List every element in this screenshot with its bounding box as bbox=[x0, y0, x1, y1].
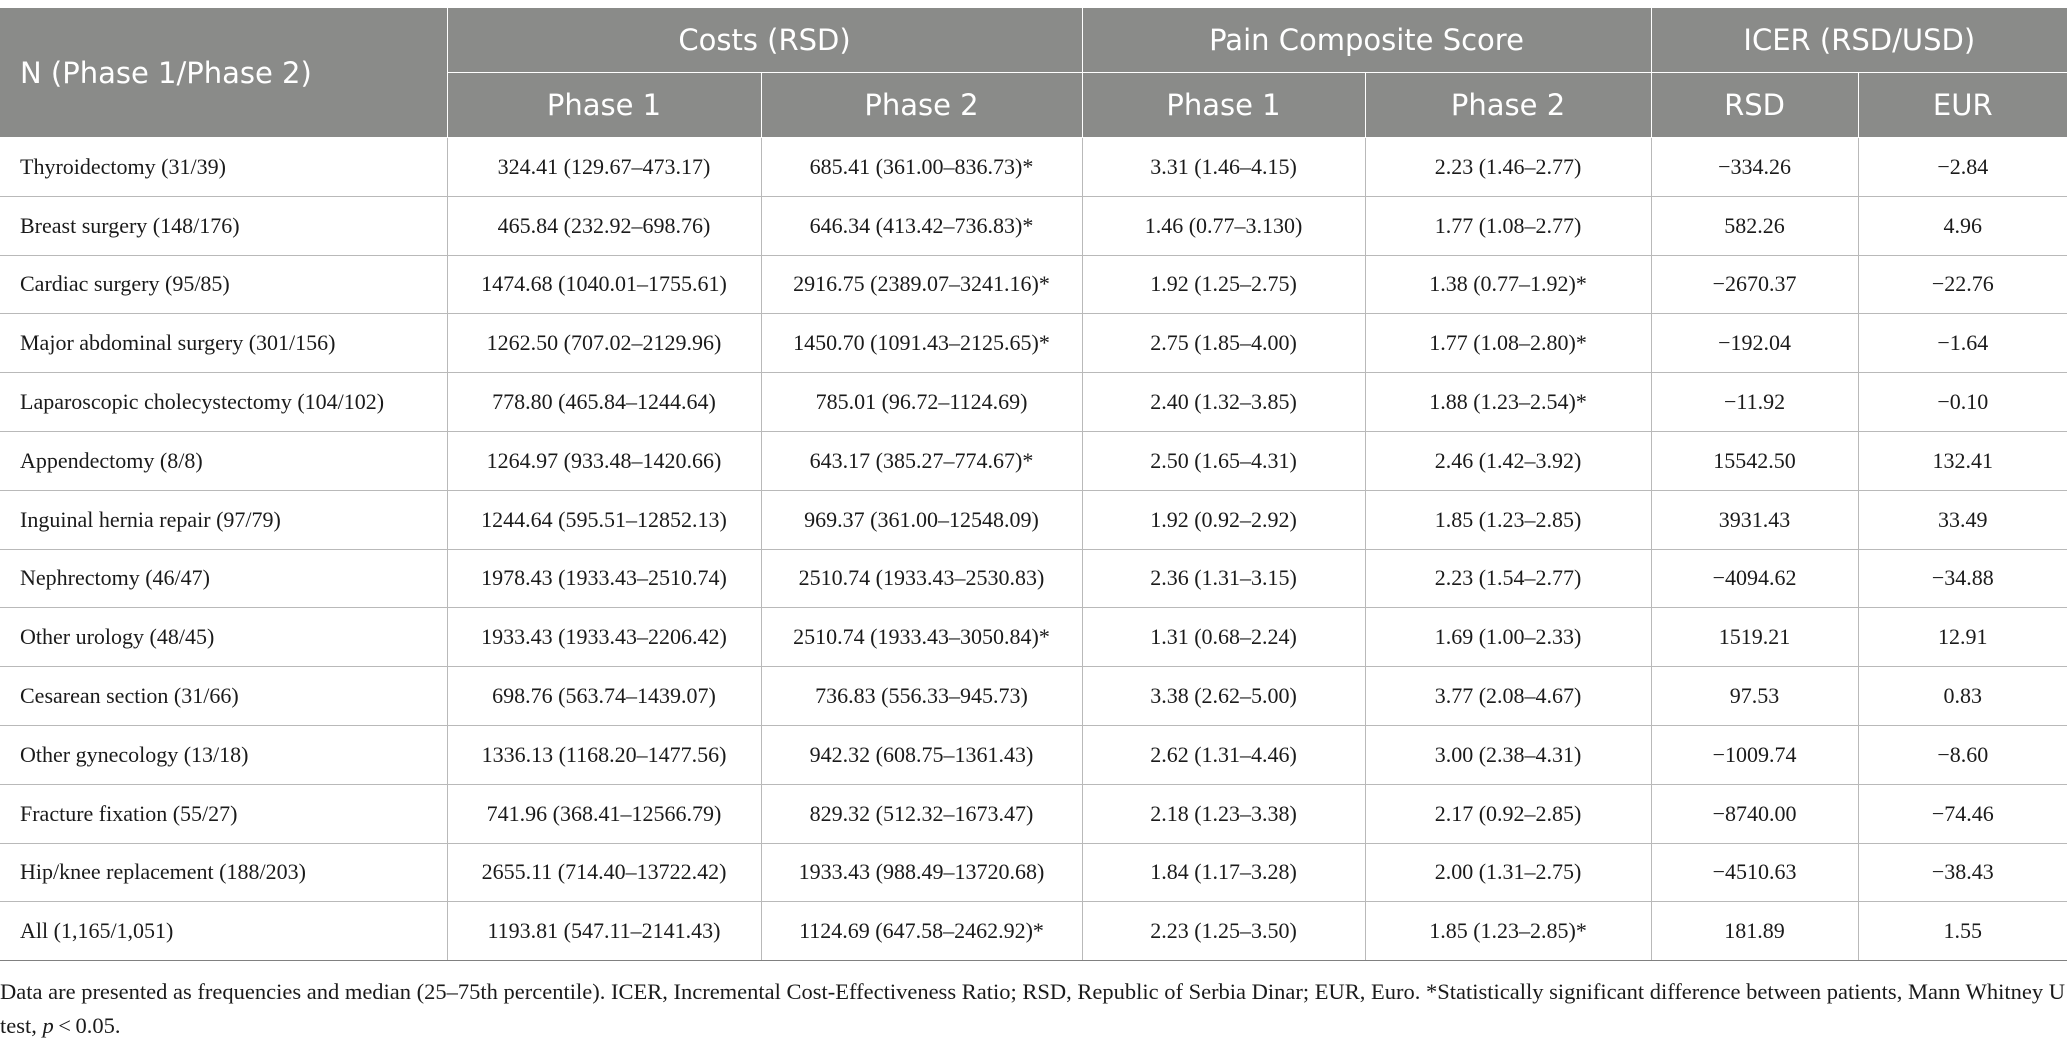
table-body bbox=[0, 138, 2067, 961]
icer-rsd-cell: −1009.74 bbox=[1651, 725, 1858, 784]
cost-phase1-cell: 1262.50 (707.02–2129.96) bbox=[447, 314, 761, 373]
icer-rsd-cell: −2670.37 bbox=[1651, 255, 1858, 314]
row-label: Hip/knee replacement (188/203) bbox=[0, 843, 447, 902]
icer-rsd-cell: 15542.50 bbox=[1651, 431, 1858, 490]
footnote-tail: < 0.05. bbox=[53, 1013, 121, 1038]
table-row bbox=[0, 784, 2067, 843]
pain-phase1-cell: 1.31 (0.68–2.24) bbox=[1082, 608, 1365, 667]
table-row bbox=[0, 431, 2067, 490]
icer-eur-cell: 132.41 bbox=[1858, 431, 2067, 490]
pain-phase2-cell: 1.38 (0.77–1.92)* bbox=[1365, 255, 1651, 314]
pain-phase2-cell: 1.88 (1.23–2.54)* bbox=[1365, 373, 1651, 432]
pain-phase2-cell: 1.85 (1.23–2.85) bbox=[1365, 490, 1651, 549]
row-label: Appendectomy (8/8) bbox=[0, 431, 447, 490]
icer-rsd-cell: 181.89 bbox=[1651, 902, 1858, 961]
costs-phase2-header: Phase 2 bbox=[761, 73, 1082, 138]
cost-phase1-cell: 1978.43 (1933.43–2510.74) bbox=[447, 549, 761, 608]
cost-phase1-cell: 1264.97 (933.48–1420.66) bbox=[447, 431, 761, 490]
cost-phase2-cell: 736.83 (556.33–945.73) bbox=[761, 667, 1082, 726]
pain-phase2-cell: 2.00 (1.31–2.75) bbox=[1365, 843, 1651, 902]
cost-phase2-cell: 685.41 (361.00–836.73)* bbox=[761, 138, 1082, 197]
cost-phase2-cell: 1450.70 (1091.43–2125.65)* bbox=[761, 314, 1082, 373]
pain-phase1-cell: 2.62 (1.31–4.46) bbox=[1082, 725, 1365, 784]
cost-phase2-cell: 2510.74 (1933.43–2530.83) bbox=[761, 549, 1082, 608]
table-row bbox=[0, 138, 2067, 197]
row-label: Inguinal hernia repair (97/79) bbox=[0, 490, 447, 549]
row-label: Other urology (48/45) bbox=[0, 608, 447, 667]
footnote-p-variable: p bbox=[42, 1013, 54, 1038]
pain-phase2-cell: 1.85 (1.23–2.85)* bbox=[1365, 902, 1651, 961]
cost-phase1-cell: 778.80 (465.84–1244.64) bbox=[447, 373, 761, 432]
costs-group-header: Costs (RSD) bbox=[447, 8, 1082, 73]
cost-phase2-cell: 942.32 (608.75–1361.43) bbox=[761, 725, 1082, 784]
icer-eur-cell: 4.96 bbox=[1858, 196, 2067, 255]
cost-phase2-cell: 643.17 (385.27–774.67)* bbox=[761, 431, 1082, 490]
pain-phase2-cell: 2.17 (0.92–2.85) bbox=[1365, 784, 1651, 843]
icer-group-header: ICER (RSD/USD) bbox=[1651, 8, 2067, 73]
cost-phase2-cell: 1124.69 (647.58–2462.92)* bbox=[761, 902, 1082, 961]
pain-phase2-cell: 2.46 (1.42–3.92) bbox=[1365, 431, 1651, 490]
pain-phase1-cell: 2.75 (1.85–4.00) bbox=[1082, 314, 1365, 373]
cost-phase2-cell: 785.01 (96.72–1124.69) bbox=[761, 373, 1082, 432]
row-label: Laparoscopic cholecystectomy (104/102) bbox=[0, 373, 447, 432]
results-table bbox=[0, 8, 2067, 961]
table-row bbox=[0, 373, 2067, 432]
table-row bbox=[0, 608, 2067, 667]
icer-rsd-cell: 582.26 bbox=[1651, 196, 1858, 255]
table-row bbox=[0, 196, 2067, 255]
icer-rsd-cell: −8740.00 bbox=[1651, 784, 1858, 843]
cost-phase1-cell: 1336.13 (1168.20–1477.56) bbox=[447, 725, 761, 784]
pain-phase2-cell: 3.77 (2.08–4.67) bbox=[1365, 667, 1651, 726]
pain-phase1-cell: 2.18 (1.23–3.38) bbox=[1082, 784, 1365, 843]
icer-rsd-header: RSD bbox=[1651, 73, 1858, 138]
pain-phase2-cell: 2.23 (1.54–2.77) bbox=[1365, 549, 1651, 608]
table-row bbox=[0, 725, 2067, 784]
icer-eur-cell: 0.83 bbox=[1858, 667, 2067, 726]
pain-phase1-cell: 3.31 (1.46–4.15) bbox=[1082, 138, 1365, 197]
row-label: Thyroidectomy (31/39) bbox=[0, 138, 447, 197]
icer-rsd-cell: −11.92 bbox=[1651, 373, 1858, 432]
cost-phase1-cell: 1193.81 (547.11–2141.43) bbox=[447, 902, 761, 961]
cost-phase1-cell: 2655.11 (714.40–13722.42) bbox=[447, 843, 761, 902]
table-footnote bbox=[0, 975, 2067, 1043]
cost-phase1-cell: 1244.64 (595.51–12852.13) bbox=[447, 490, 761, 549]
pain-phase1-cell: 1.46 (0.77–3.130) bbox=[1082, 196, 1365, 255]
n-column-header: N (Phase 1/Phase 2) bbox=[0, 8, 447, 138]
cost-phase2-cell: 829.32 (512.32–1673.47) bbox=[761, 784, 1082, 843]
pain-phase1-cell: 1.92 (0.92–2.92) bbox=[1082, 490, 1365, 549]
pain-group-header: Pain Composite Score bbox=[1082, 8, 1651, 73]
icer-eur-cell: −8.60 bbox=[1858, 725, 2067, 784]
icer-eur-cell: 12.91 bbox=[1858, 608, 2067, 667]
pain-phase2-cell: 1.77 (1.08–2.80)* bbox=[1365, 314, 1651, 373]
pain-phase1-cell: 2.40 (1.32–3.85) bbox=[1082, 373, 1365, 432]
row-label: All (1,165/1,051) bbox=[0, 902, 447, 961]
row-label: Fracture fixation (55/27) bbox=[0, 784, 447, 843]
cost-phase1-cell: 1933.43 (1933.43–2206.42) bbox=[447, 608, 761, 667]
cost-phase2-cell: 969.37 (361.00–12548.09) bbox=[761, 490, 1082, 549]
pain-phase1-cell: 3.38 (2.62–5.00) bbox=[1082, 667, 1365, 726]
pain-phase1-cell: 2.23 (1.25–3.50) bbox=[1082, 902, 1365, 961]
pain-phase2-cell: 1.77 (1.08–2.77) bbox=[1365, 196, 1651, 255]
pain-phase2-cell: 1.69 (1.00–2.33) bbox=[1365, 608, 1651, 667]
cost-phase1-cell: 324.41 (129.67–473.17) bbox=[447, 138, 761, 197]
icer-rsd-cell: 1519.21 bbox=[1651, 608, 1858, 667]
cost-phase2-cell: 2916.75 (2389.07–3241.16)* bbox=[761, 255, 1082, 314]
icer-rsd-cell: −192.04 bbox=[1651, 314, 1858, 373]
icer-eur-header: EUR bbox=[1858, 73, 2067, 138]
table-row bbox=[0, 549, 2067, 608]
table-row bbox=[0, 902, 2067, 961]
icer-rsd-cell: −4510.63 bbox=[1651, 843, 1858, 902]
row-label: Other gynecology (13/18) bbox=[0, 725, 447, 784]
pain-phase2-cell: 3.00 (2.38–4.31) bbox=[1365, 725, 1651, 784]
icer-eur-cell: −0.10 bbox=[1858, 373, 2067, 432]
row-label: Cesarean section (31/66) bbox=[0, 667, 447, 726]
pain-phase1-cell: 2.50 (1.65–4.31) bbox=[1082, 431, 1365, 490]
cost-phase1-cell: 465.84 (232.92–698.76) bbox=[447, 196, 761, 255]
icer-eur-cell: −1.64 bbox=[1858, 314, 2067, 373]
cost-phase1-cell: 741.96 (368.41–12566.79) bbox=[447, 784, 761, 843]
row-label: Major abdominal surgery (301/156) bbox=[0, 314, 447, 373]
table-row bbox=[0, 667, 2067, 726]
pain-phase2-header: Phase 2 bbox=[1365, 73, 1651, 138]
pain-phase1-header: Phase 1 bbox=[1082, 73, 1365, 138]
pain-phase1-cell: 1.92 (1.25–2.75) bbox=[1082, 255, 1365, 314]
icer-eur-cell: −2.84 bbox=[1858, 138, 2067, 197]
row-label: Nephrectomy (46/47) bbox=[0, 549, 447, 608]
icer-rsd-cell: −4094.62 bbox=[1651, 549, 1858, 608]
cost-phase2-cell: 1933.43 (988.49–13720.68) bbox=[761, 843, 1082, 902]
icer-eur-cell: −74.46 bbox=[1858, 784, 2067, 843]
table-row bbox=[0, 490, 2067, 549]
footnote-text: Data are presented as frequencies and median (25–75th percentile). ICER, Incremental Cost-Effectiveness Ratio; RSD, Republic of Serbia Dinar; EUR, Euro. *Statistically significant difference between patients, Mann Whitney U test, bbox=[0, 979, 2066, 1038]
pain-phase2-cell: 2.23 (1.46–2.77) bbox=[1365, 138, 1651, 197]
row-label: Breast surgery (148/176) bbox=[0, 196, 447, 255]
table-row bbox=[0, 314, 2067, 373]
icer-eur-cell: −38.43 bbox=[1858, 843, 2067, 902]
icer-eur-cell: 33.49 bbox=[1858, 490, 2067, 549]
table-row bbox=[0, 843, 2067, 902]
costs-phase1-header: Phase 1 bbox=[447, 73, 761, 138]
row-label: Cardiac surgery (95/85) bbox=[0, 255, 447, 314]
pain-phase1-cell: 2.36 (1.31–3.15) bbox=[1082, 549, 1365, 608]
pain-phase1-cell: 1.84 (1.17–3.28) bbox=[1082, 843, 1365, 902]
icer-eur-cell: −22.76 bbox=[1858, 255, 2067, 314]
icer-rsd-cell: 3931.43 bbox=[1651, 490, 1858, 549]
cost-phase2-cell: 2510.74 (1933.43–3050.84)* bbox=[761, 608, 1082, 667]
table-row bbox=[0, 255, 2067, 314]
icer-eur-cell: 1.55 bbox=[1858, 902, 2067, 961]
icer-eur-cell: −34.88 bbox=[1858, 549, 2067, 608]
icer-rsd-cell: 97.53 bbox=[1651, 667, 1858, 726]
cost-phase1-cell: 1474.68 (1040.01–1755.61) bbox=[447, 255, 761, 314]
icer-rsd-cell: −334.26 bbox=[1651, 138, 1858, 197]
cost-phase2-cell: 646.34 (413.42–736.83)* bbox=[761, 196, 1082, 255]
cost-phase1-cell: 698.76 (563.74–1439.07) bbox=[447, 667, 761, 726]
